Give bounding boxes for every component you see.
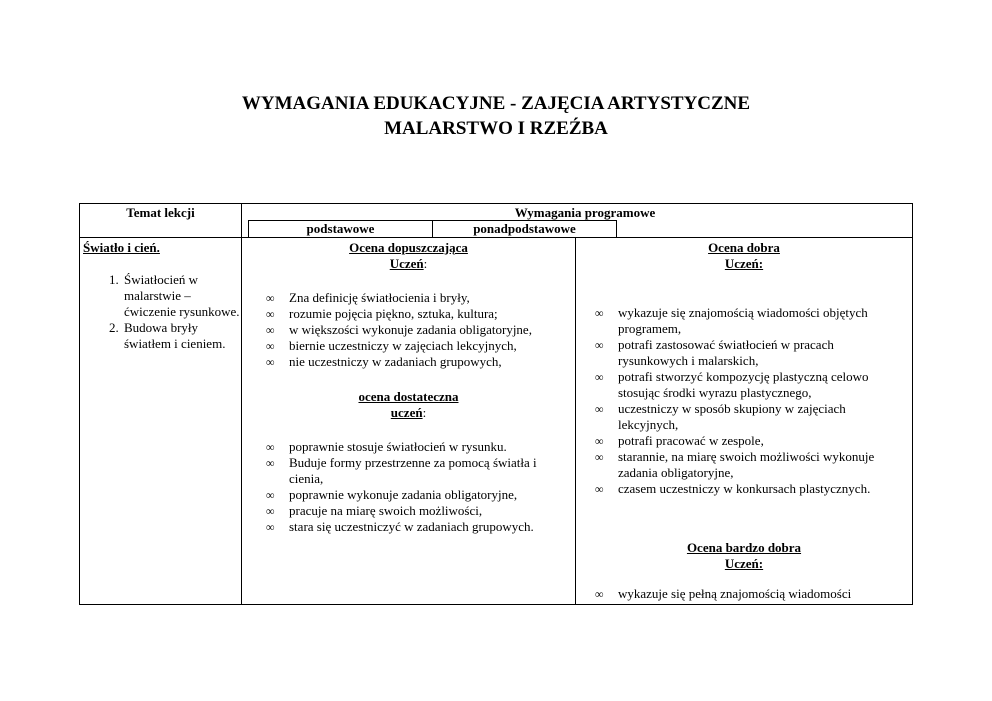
grade-satisfactory-student: [242, 405, 575, 421]
grade-satisfactory-colon: :: [422, 405, 427, 420]
bullet-icon: ∞: [266, 520, 275, 534]
grade-good-heading: [576, 240, 912, 256]
requirement-item: ∞ stara się uczestniczyć w zadaniach grupowych.: [266, 519, 534, 534]
bullet-icon: ∞: [595, 370, 604, 384]
requirement-item: ∞ rozumie pojęcia piękno, sztuka, kultura;: [266, 306, 498, 321]
grade-very-good-student: [576, 556, 912, 572]
requirement-item: ∞ nie uczestniczy w zadaniach grupowych,: [266, 354, 502, 369]
lesson-list: [86, 272, 242, 352]
grade-very-good-heading: [576, 540, 912, 556]
grade-good-title: Ocena dobra: [708, 240, 780, 255]
requirements-table: [79, 203, 913, 605]
grade-pass-student-label: Uczeń: [389, 256, 424, 271]
header-requirements: Wymagania programowe: [514, 205, 656, 220]
grade-pass-heading: [242, 240, 575, 256]
bullet-icon: ∞: [595, 482, 604, 496]
requirement-item: ∞ czasem uczestniczy w konkursach plastycznych.: [595, 481, 871, 496]
bullet-icon: ∞: [266, 323, 275, 337]
lesson-item: 1. Światłocień w malarstwie – ćwiczenie rysunkowe.: [122, 272, 242, 320]
grade-good-student-label: Uczeń:: [724, 256, 764, 271]
grade-satisfactory-student-label: uczeń: [390, 405, 423, 420]
grade-satisfactory-heading: [242, 389, 575, 405]
subheader-advanced: ponadpodstawowe: [473, 221, 576, 236]
bullet-icon: ∞: [266, 456, 275, 470]
header-topic: Temat lekcji: [126, 205, 195, 220]
topic-title: Światło i cień.: [83, 240, 160, 255]
bullet-icon: ∞: [266, 291, 275, 305]
bullet-icon: ∞: [595, 587, 604, 601]
requirement-item: ∞ biernie uczestniczy w zajęciach lekcyjnych,: [266, 338, 517, 353]
bullet-icon: ∞: [266, 339, 275, 353]
grade-satisfactory-title: ocena dostateczna: [358, 389, 459, 404]
bullet-icon: ∞: [595, 306, 604, 320]
subheader-basic: podstawowe: [306, 221, 375, 236]
lesson-item: 2. Budowa bryły światłem i cieniem.: [122, 320, 242, 352]
requirement-item: ∞ poprawnie stosuje światłocień w rysunku.: [266, 439, 507, 454]
bullet-icon: ∞: [595, 402, 604, 416]
requirement-item: ∞ Buduje formy przestrzenne za pomocą światła i cienia,: [266, 455, 537, 486]
requirement-item: ∞ w większości wykonuje zadania obligatoryjne,: [266, 322, 532, 337]
bullet-icon: ∞: [595, 338, 604, 352]
requirement-item: ∞ wykazuje się pełną znajomością wiadomości: [595, 586, 852, 601]
requirement-item: ∞ poprawnie wykonuje zadania obligatoryjne,: [266, 487, 518, 502]
requirement-item: ∞ wykazuje się znajomością wiadomości objętych programem,: [595, 305, 868, 336]
requirement-item: ∞ potrafi zastosować światłocień w pracach rysunkowych i malarskich,: [595, 337, 834, 368]
requirement-item: ∞ pracuje na miarę swoich możliwości,: [266, 503, 483, 518]
requirement-item: ∞ potrafi stworzyć kompozycję plastyczną celowo stosując środki wyrazu plastycznego,: [595, 369, 869, 400]
subheader-right-edge: [616, 220, 617, 238]
bullet-icon: ∞: [266, 504, 275, 518]
document-title: WYMAGANIA EDUKACYJNE - ZAJĘCIA ARTYSTYCZNE: [241, 93, 751, 114]
grade-pass-student: [242, 256, 575, 272]
bullet-icon: ∞: [595, 434, 604, 448]
requirement-item: ∞ starannie, na miarę swoich możliwości wykonuje zadania obligatoryjne,: [595, 449, 875, 480]
requirement-item: ∞ potrafi pracować w zespole,: [595, 433, 764, 448]
grade-pass-list: [266, 290, 566, 370]
grade-very-good-title: Ocena bardzo dobra: [686, 540, 802, 555]
grade-pass-title: Ocena dopuszczająca: [349, 240, 468, 255]
bullet-icon: ∞: [595, 450, 604, 464]
grade-good-student: [576, 256, 912, 272]
bullet-icon: ∞: [266, 488, 275, 502]
grade-pass-colon: :: [423, 256, 428, 271]
grade-very-good-list: [595, 586, 900, 602]
bullet-icon: ∞: [266, 440, 275, 454]
grade-good-list: [595, 305, 900, 497]
grade-very-good-student-label: Uczeń:: [724, 556, 764, 571]
requirement-item: ∞ Zna definicję światłocienia i bryły,: [266, 290, 470, 305]
bullet-icon: ∞: [266, 307, 275, 321]
bullet-icon: ∞: [266, 355, 275, 369]
grade-satisfactory-list: [266, 439, 566, 535]
document-subtitle: MALARSTWO I RZEŹBA: [384, 118, 608, 139]
requirement-item: ∞ uczestniczy w sposób skupiony w zajęciach lekcyjnych,: [595, 401, 846, 432]
